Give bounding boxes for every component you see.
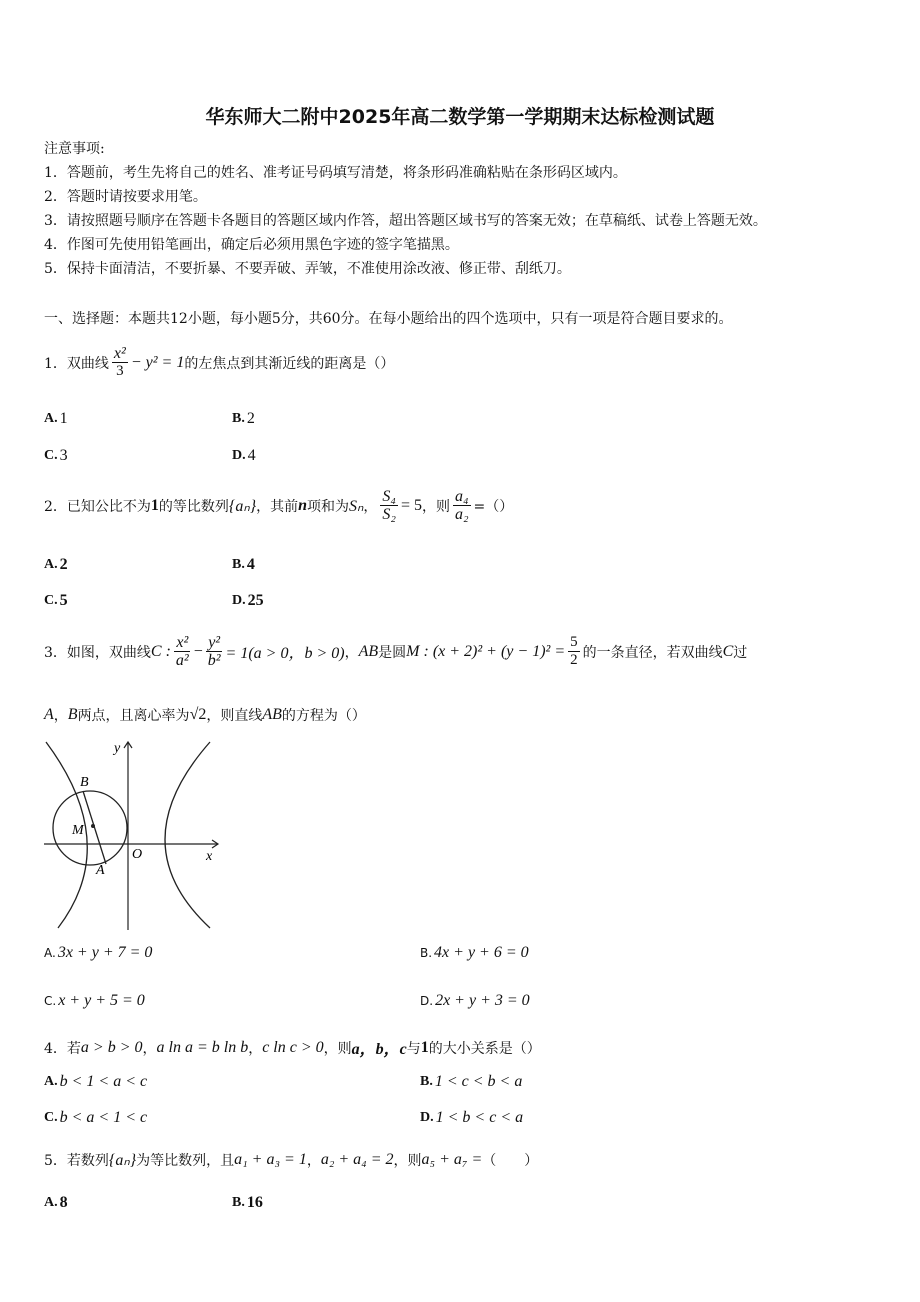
q3-option-a[interactable]: A. 3x + y + 7 = 0 [44,944,153,961]
label-a: A [96,863,105,878]
label-y: y [114,741,121,756]
q1-option-a[interactable]: A. 1 [44,410,68,427]
notice-item: 2．答题时请按要求用笔。 [44,189,207,205]
q1-option-d[interactable]: D. 4 [232,447,256,464]
label-o: O [132,847,143,862]
question-4: 4．若 a > b > 0 ， a ln a = b ln b ， c ln c > 0 ，则 a，b，c 与 1 的大小关系是（） [44,1038,541,1058]
label-x: x [206,849,213,864]
question-3-line2: A ， B 两点，且离心率为 √2 ，则直线 AB 的方程为（） [44,706,366,724]
circle-m [53,791,127,865]
q4-option-c[interactable]: C. b < a < 1 < c [44,1109,148,1126]
question-1 [44,345,394,380]
q4-option-b[interactable]: B. 1 < c < b < a [420,1073,523,1090]
q2-option-d[interactable]: D. 25 [232,592,264,609]
notice-heading: 注意事项: [44,141,105,157]
question-5: 5．若数列 {aₙ} 为等比数列，且 a₁ + a₃ = 1 ， a₂ + a₄ = 2 ，则 a₅ + a₇ = （ ） [44,1151,539,1169]
center-point [91,824,95,828]
q1-stem: 1．双曲线 [44,355,109,372]
q1-option-c[interactable]: C. 3 [44,447,68,464]
hyperbola-figure [40,734,230,934]
diameter-ab [83,791,106,864]
q2-option-c[interactable]: C. 5 [44,592,68,609]
q1-expression: − y² = 1 [130,353,185,371]
notice-item: 1．答题前，考生先将自己的姓名、准考证号码填写清楚，将条形码准确粘贴在条形码区域内。 [44,165,627,181]
q2-option-b[interactable]: B. 4 [232,556,255,573]
q2-fraction-s: $\frac{\text{S₄}}{\text{S₂}}$ [382,488,396,523]
question-3: 3．如图，双曲线 C : $\frac{\text{x²}}{\text{a²}}$ − $\frac{\text{y²}}{\text{b²}}$ = 1(a > 0，b > 0) ， AB 是圆 M : (x + 2)² + (y − 1)² = $\frac{5}{2}$ 的一条直径，若双曲线 C 过 [44,634,748,669]
q1-fraction: $\frac{\text{x²}}{3}$ [113,345,126,379]
q3-option-b[interactable]: B. 4x + y + 6 = 0 [420,944,529,961]
q2-fraction-a: $\frac{\text{a₄}}{\text{a₂}}$ [454,488,469,523]
q1-tail: 的左焦点到其渐近线的距离是（） [184,355,395,372]
label-b: B [80,775,89,790]
section-header: 一、选择题：本题共12小题，每小题5分，共60分。在每小题给出的四个选项中，只有一项是符合题目要求的。 [44,311,733,327]
page-title: 华东师大二附中2025年高二数学第一学期期末达标检测试题 [205,106,715,128]
q4-option-d[interactable]: D. 1 < b < c < a [420,1109,524,1126]
q2-option-a[interactable]: A. 2 [44,556,68,573]
q3-option-c[interactable]: C. x + y + 5 = 0 [44,992,145,1009]
q1-option-b[interactable]: B. 2 [232,410,255,427]
question-2: 2．已知公比不为 1 的等比数列 {aₙ} ，其前 n 项和为 Sₙ ， $\frac{\text{S₄}}{\text{S₂}}$ = 5 ，则 $\frac{\text{a₄}}{\text{a₂}}$ =（） [44,488,514,523]
notice-item: 3．请按照题号顺序在答题卡各题目的答题区域内作答，超出答题区域书写的答案无效；在草稿纸、试卷上答题无效。 [44,213,767,229]
notice-item: 5．保持卡面清洁，不要折暴、不要弄破、弄皱，不准使用涂改液、修正带、刮纸刀。 [44,261,571,277]
q3-option-d[interactable]: D. 2x + y + 3 = 0 [420,992,530,1009]
label-m: M [72,823,84,838]
notice-item: 4．作图可先使用铅笔画出，确定后必须用黑色字迹的签字笔描黑。 [44,237,459,253]
q5-option-a[interactable]: A. 8 [44,1194,68,1211]
q4-option-a[interactable]: A. b < 1 < a < c [44,1073,148,1090]
q5-option-b[interactable]: B. 16 [232,1194,263,1211]
hyperbola-right-branch [165,742,210,928]
